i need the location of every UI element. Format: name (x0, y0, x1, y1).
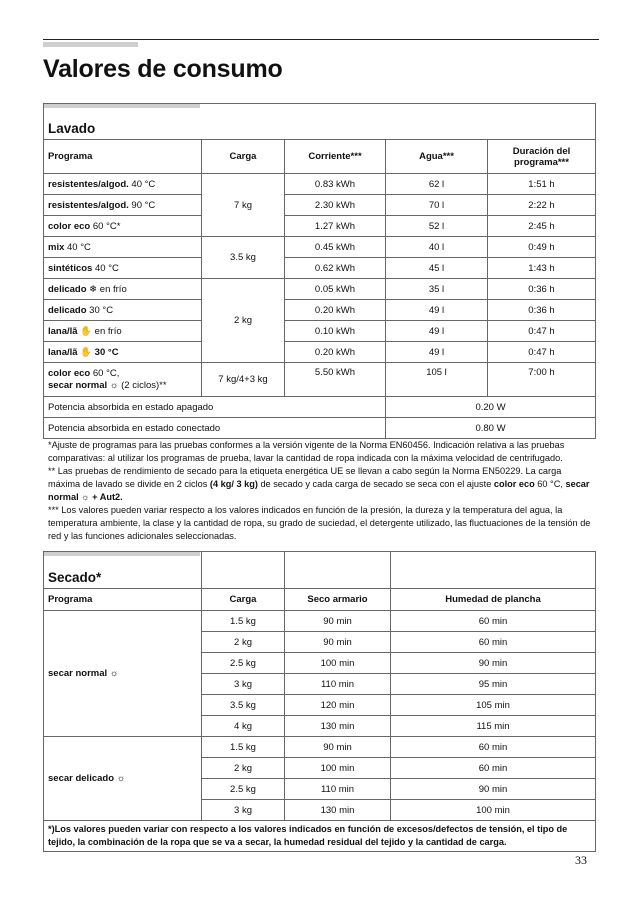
table-row: secar delicado ☼ 1.5 kg 90 min 60 min (44, 737, 596, 758)
table-row: 2.5 kg 100 min 90 min (44, 653, 596, 674)
table-row: 3.5 kg 120 min 105 min (44, 695, 596, 716)
table-row: delicado 30 °C 0.20 kWh 49 l 0:36 h (44, 300, 596, 321)
note-1: *Ajuste de programas para las pruebas conformes a la versión vigente de la Norma EN60456. Indicación relativa a las pruebas comparativas: al utilizar los programas de prueba, lavar la cantidad de ropa indicada con la máxima velocidad de centrifugado. (48, 440, 565, 463)
table-row: mix 40 °C 3.5 kg 0.45 kWh 40 l 0:49 h (44, 237, 596, 258)
table-row: lana/lã ✋ en frío 0.10 kWh 49 l 0:47 h (44, 321, 596, 342)
top-rule (43, 39, 599, 40)
hand-wash-icon: ✋ (77, 346, 93, 358)
table-row: secar normal ☼ 1.5 kg 90 min 60 min (44, 611, 596, 632)
power-off-row: Potencia absorbida en estado apagado 0.20 W (44, 397, 596, 418)
table-row: lana/lã ✋ 30 °C 0.20 kWh 49 l 0:47 h (44, 342, 596, 363)
col-header-agua: Agua*** (386, 140, 488, 174)
load-cell: 3.5 kg (202, 237, 285, 279)
power-on-row: Potencia absorbida en estado conectado 0.80 W (44, 418, 596, 439)
col-header-carga: Carga (202, 140, 285, 174)
table-row: color eco 60 °C* 1.27 kWh 52 l 2:45 h (44, 216, 596, 237)
hand-wash-icon: ✋ (77, 325, 93, 337)
lavado-section-title: Lavado (44, 104, 596, 140)
note-3: *** Los valores pueden variar respecto a los valores indicados en función de la presión, la dureza y la temperatura del agua, la temperatura ambiente, la clase y la cantidad de ropa, su grado de suciedad, el detergente utilizado, las fluctuaciones de la tensión de red y las funciones adicionales seleccionadas. (48, 505, 591, 541)
table-row: sintéticos 40 °C 0.62 kWh 45 l 1:43 h (44, 258, 596, 279)
col-header-corriente: Corriente*** (285, 140, 386, 174)
table-row: resistentes/algod. 90 °C 2.30 kWh 70 l 2:22 h (44, 195, 596, 216)
table-row: resistentes/algod. 40 °C 7 kg 0.83 kWh 62 l 1:51 h (44, 174, 596, 195)
page-title: Valores de consumo (43, 55, 283, 83)
table-row: 2 kg 90 min 60 min (44, 632, 596, 653)
col-header-programa: Programa (44, 140, 202, 174)
secado-footnote: *)Los valores pueden variar con respecto a los valores indicados en función de excesos/defectos de tensión, el tipo de tejido, la combinación de la ropa que se va a secar, la humedad residual del tejido y la cantidad de carga. (44, 821, 596, 852)
secado-section-title: Secado* (44, 552, 202, 589)
col-header-programa: Programa (44, 589, 202, 611)
table-row: delicado ❄ en frío 2 kg 0.05 kWh 35 l 0:36 h (44, 279, 596, 300)
lavado-notes (48, 439, 594, 543)
table-row-combo: color eco 60 °C, secar normal ☼ (2 ciclos)** 7 kg/4+3 kg 5.50 kWh 105 l 7:00 h (44, 363, 596, 397)
snowflake-icon: ❄ (86, 283, 98, 295)
load-cell: 7 kg (202, 174, 285, 237)
col-header-duracion: Duración del programa*** (488, 140, 596, 174)
note-2: ** Las pruebas de rendimiento de secado para la etiqueta energética UE se llevan a cabo según la Norma EN50229. La carga máxima de lavado se divide en 2 ciclos (4 kg/ 3 kg) de secado y cada carga de secado se seca con el ajuste color eco 60 °C, secar normal ☼ + Aut2. (48, 466, 590, 502)
secado-table (43, 551, 596, 852)
load-cell: 2 kg (202, 279, 285, 363)
program-cell: secar normal ☼ (44, 611, 202, 737)
col-header-carga: Carga (202, 589, 285, 611)
table-row: 2.5 kg 110 min 90 min (44, 779, 596, 800)
lavado-table (43, 103, 596, 439)
col-header-humedad-plancha: Humedad de plancha (391, 589, 596, 611)
program-cell: secar delicado ☼ (44, 737, 202, 821)
table-row: 4 kg 130 min 115 min (44, 716, 596, 737)
table-row: 2 kg 100 min 60 min (44, 758, 596, 779)
table-row: 3 kg 130 min 100 min (44, 800, 596, 821)
table-row: 3 kg 110 min 95 min (44, 674, 596, 695)
title-accent-bar (43, 42, 138, 47)
page-number: 33 (575, 853, 587, 867)
secado-footnote-row (44, 821, 596, 852)
col-header-seco-armario: Seco armario (285, 589, 391, 611)
